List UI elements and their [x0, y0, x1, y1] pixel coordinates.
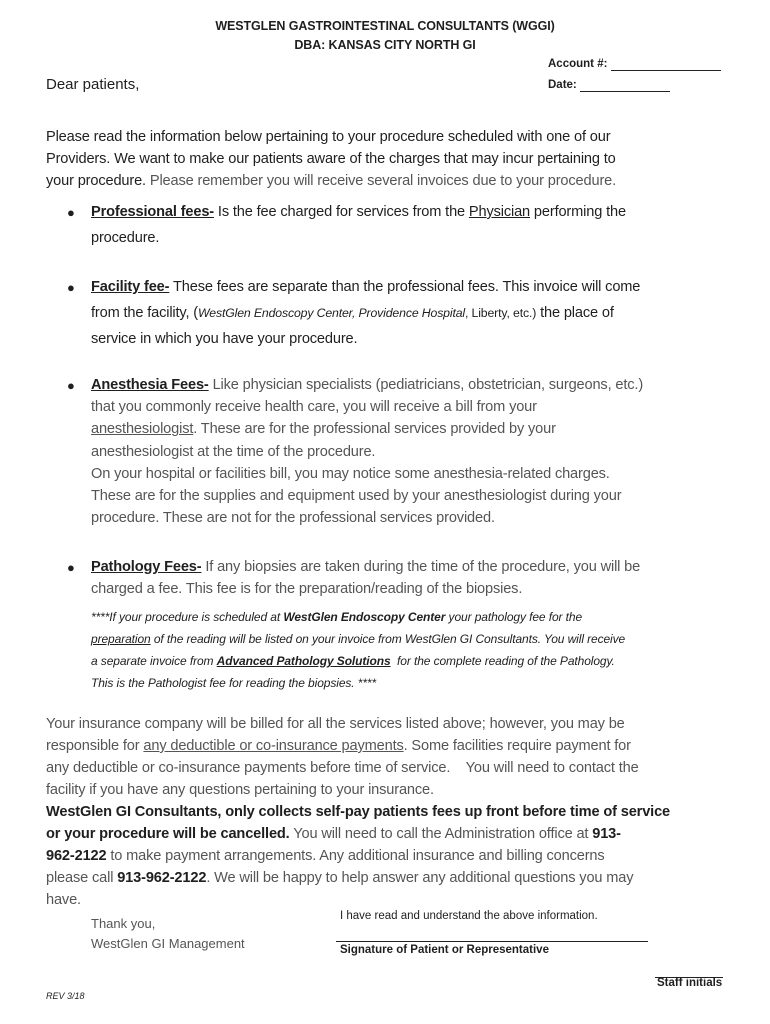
note-line	[91, 628, 741, 650]
closing-text: . Some facilities require payment for	[403, 738, 631, 754]
facility-names-extra: , Liberty, etc.)	[465, 306, 537, 320]
closing-text: You will need to call the Administration office at	[293, 826, 589, 842]
note-text: a separate invoice from	[91, 654, 214, 668]
endoscopy-center-name: WestGlen Endoscopy Center	[283, 610, 446, 624]
closing-line	[46, 867, 756, 889]
facility-fee-line	[91, 274, 741, 300]
facility-fee-text: from the facility, (	[91, 305, 199, 321]
anesthesiologist-term: anesthesiologist	[91, 421, 194, 438]
note-text: for the complete reading of the Pathology.	[397, 654, 615, 668]
closing-text: responsible for	[46, 738, 140, 754]
facility-fee-text: These fees are separate than the professional fees. This invoice will come	[173, 279, 641, 295]
closing-text: please call	[46, 870, 114, 886]
closing-line	[46, 845, 756, 867]
facility-fee-text: the place of	[540, 305, 614, 321]
pathology-lab-name: Advanced Pathology Solutions	[216, 654, 391, 668]
anesthesia-text: Like physician specialists (pediatricians, obstetrician, surgeons, etc.)	[212, 377, 644, 393]
account-number-field[interactable]	[548, 58, 721, 71]
deductible-term: any deductible or co-insurance payments	[143, 738, 404, 754]
anesthesia-text: . These are for the professional services provided by your	[193, 421, 556, 438]
revision-label: REV 3/18	[46, 991, 85, 1001]
closing-paragraph	[46, 713, 756, 911]
intro-reminder: Please remember you will receive several invoices due to your procedure.	[149, 173, 617, 189]
intro-text: your procedure.	[46, 173, 146, 189]
closing-line	[46, 735, 756, 757]
cancellation-warning: or your procedure will be cancelled.	[46, 826, 290, 842]
staff-initials-label: Staff initials	[657, 977, 723, 989]
thanks-text: Thank you,	[91, 916, 156, 931]
facility-fee-item	[91, 274, 741, 352]
closing-line: any deductible or co-insurance payments before time of service. You will need to contact the	[46, 760, 639, 776]
account-number-label: Account #:	[548, 58, 608, 70]
pathology-text: If any biopsies are taken during the time of the procedure, you will be	[205, 559, 641, 575]
note-text: your pathology fee for the	[448, 610, 583, 624]
pathology-line: charged a fee. This fee is for the preparation/reading of the biopsies.	[91, 581, 523, 598]
professional-fees-title: Professional fees-	[91, 204, 215, 220]
professional-fees-text: performing the	[533, 204, 626, 220]
date-label: Date:	[548, 79, 577, 91]
facility-names: WestGlen Endoscopy Center, Providence Hospital	[198, 306, 465, 320]
greeting: Dear patients,	[46, 76, 140, 93]
facility-fee-line	[91, 300, 741, 326]
phone-number: 913-	[592, 826, 621, 842]
facility-fee-line: service in which you have your procedure.	[91, 331, 358, 347]
closing-line: have.	[46, 892, 81, 908]
note-text: of the reading will be listed on your invoice from WestGlen GI Consultants. You will receive	[153, 632, 626, 646]
closing-text: . We will be happy to help answer any additional questions you may	[206, 870, 634, 886]
anesthesia-line: procedure. These are not for the professional services provided.	[91, 510, 495, 527]
bullet-icon: ●	[67, 205, 75, 220]
pathology-line	[91, 556, 741, 578]
anesthesia-fees-title: Anesthesia Fees-	[91, 377, 209, 393]
closing-line: facility if you have any questions pertaining to your insurance.	[46, 782, 434, 798]
anesthesia-line: that you commonly receive health care, you will receive a bill from your	[91, 399, 537, 416]
professional-fees-text: Is the fee charged for services from the	[217, 204, 465, 220]
signoff	[91, 914, 245, 954]
note-line	[91, 650, 741, 672]
date-blank[interactable]	[580, 79, 670, 92]
phone-number: 913-962-2122	[117, 870, 207, 886]
signature-label: Signature of Patient or Representative	[340, 944, 549, 956]
anesthesia-line: These are for the supplies and equipment used by your anesthesiologist during your	[91, 488, 622, 505]
self-pay-policy: WestGlen GI Consultants, only collects self-pay patients fees up front before time of service	[46, 804, 670, 820]
anesthesia-line	[91, 374, 741, 396]
acknowledgement-text: I have read and understand the above information.	[340, 910, 598, 922]
pathology-note	[91, 606, 741, 694]
bullet-icon: ●	[67, 280, 75, 295]
intro-line: Providers. We want to make our patients aware of the charges that may incur pertaining to	[46, 151, 616, 167]
date-field[interactable]	[548, 79, 670, 92]
professional-fees-line: procedure.	[91, 230, 160, 246]
note-line	[91, 606, 741, 628]
preparation-term: preparation	[91, 632, 151, 646]
anesthesia-line	[91, 418, 741, 440]
bullet-icon: ●	[67, 378, 75, 393]
document-title: WESTGLEN GASTROINTESTINAL CONSULTANTS (WGGI)	[215, 19, 555, 33]
closing-line: Your insurance company will be billed for all the services listed above; however, you may be	[46, 716, 625, 732]
intro-line: Please read the information below pertaining to your procedure scheduled with one of our	[46, 129, 611, 145]
intro-line	[46, 170, 746, 192]
anesthesia-line: On your hospital or facilities bill, you may notice some anesthesia-related charges.	[91, 465, 610, 482]
professional-fees-line	[91, 199, 741, 225]
anesthesia-fees-item	[91, 374, 741, 529]
note-text: ****If your procedure is scheduled at	[91, 610, 281, 624]
phone-number: 962-2122	[46, 848, 107, 864]
facility-fee-title: Facility fee-	[91, 279, 170, 295]
closing-text: to make payment arrangements. Any additional insurance and billing concerns	[110, 848, 605, 864]
account-number-blank[interactable]	[611, 58, 721, 71]
signature-line[interactable]	[336, 941, 648, 942]
closing-line	[46, 823, 756, 845]
anesthesia-line: anesthesiologist at the time of the procedure.	[91, 443, 376, 460]
note-line: This is the Pathologist fee for reading the biopsies. ****	[91, 676, 377, 690]
intro-paragraph	[46, 126, 746, 192]
physician-term: Physician	[468, 204, 531, 220]
bullet-icon: ●	[67, 560, 75, 575]
document-subtitle: DBA: KANSAS CITY NORTH GI	[294, 38, 476, 52]
pathology-fees-title: Pathology Fees-	[91, 559, 202, 575]
professional-fees-item	[91, 199, 741, 251]
management-name: WestGlen GI Management	[91, 936, 245, 951]
pathology-fees-item	[91, 556, 741, 600]
